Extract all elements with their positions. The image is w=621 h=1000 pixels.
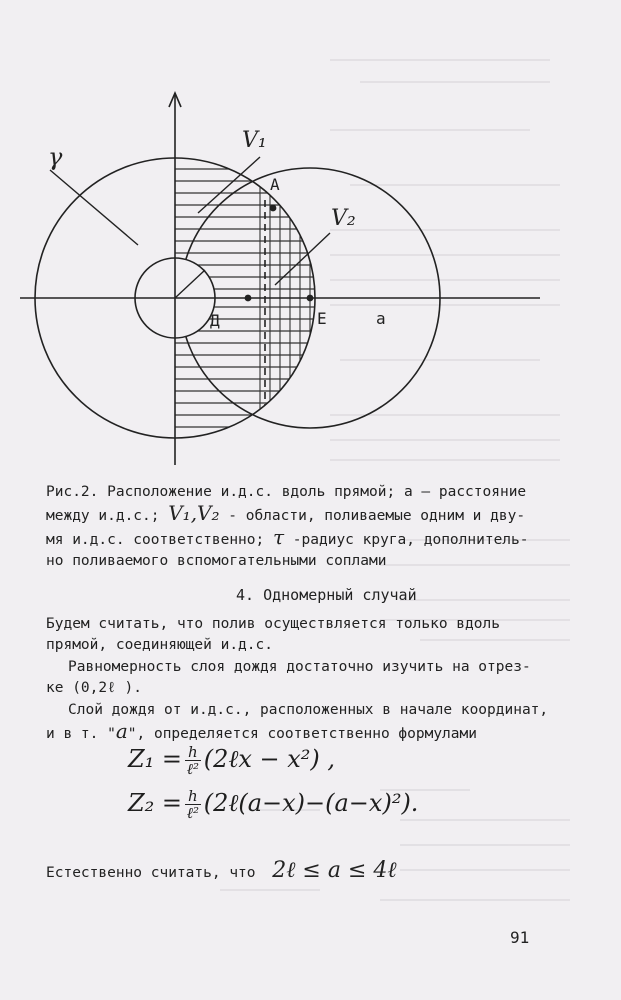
formula-z2 [128,788,418,821]
figure-caption [46,482,586,572]
formula-z1-denominator: ℓ² [186,760,200,778]
paragraph-3-a-symbol: a [115,719,128,743]
paragraph-1-line-1: Будем считать, что полив осуществляется только вдоль [46,616,500,632]
caption-line-2 [46,503,586,527]
caption-line-1-post: a – расстояние [403,484,527,500]
caption-tau-symbol: τ [272,525,285,549]
formula-z2-rhs: (2ℓ(a−x)−(a−x)²). [203,789,419,817]
figure-svg [20,85,540,480]
formula-z1-lhs: Z₁ = [128,745,183,773]
point-d-marker [245,295,252,302]
paragraph-2-line-1: Равномерность слоя дождя достаточно изучить на отрез- [68,659,531,675]
page-number: 91 [510,928,530,947]
caption-line-1-pre: Рис.2. Расположение и.д.с. вдоль прямой; [46,484,396,500]
label-point-e: E [317,309,327,328]
caption-line-1 [46,482,586,503]
paragraph-4-pre: Естественно считать, что [46,865,256,881]
paragraph-1 [46,614,586,656]
gamma-leader [50,170,138,245]
label-point-a: A [270,175,280,194]
section-title: 4. Одномерный случай [236,586,417,604]
label-v1: V₁ [242,128,267,153]
formula-z1 [128,744,335,777]
label-point-d: Д [210,311,220,330]
formula-z1-numerator: h [185,744,201,761]
caption-line-2-pre: между и.д.с.; [46,508,160,524]
caption-line-3-pre: мя и.д.с. соответственно; [46,532,265,548]
formula-z1-fraction [185,744,201,777]
caption-line-3 [46,527,586,551]
paragraph-2-line-2: ке (0,2ℓ ). [46,680,142,696]
paragraph-3 [46,700,586,745]
caption-line-3-post: -радиус круга, дополнитель- [292,532,529,548]
formula-z2-fraction [185,788,201,821]
formula-z1-rhs: (2ℓx − x²) , [203,745,336,773]
figure-diagram [20,85,540,480]
paragraph-4-inequality: 2ℓ ≤ a ≤ 4ℓ [272,858,397,883]
paragraph-4-line [46,860,586,884]
caption-line-2-post: - области, поливаемые одним и дву- [228,508,526,524]
caption-v-symbols: V₁,V₂ [168,501,220,525]
paragraph-4 [46,860,586,884]
formula-z2-lhs: Z₂ = [128,789,183,817]
caption-line-4: но поливаемого вспомогательными соплами [46,553,387,569]
paragraph-3-line-2-post: ", определяется соответственно формулами [127,726,477,742]
paragraph-3-line-2-pre: и в т. " [46,726,116,742]
label-gamma: γ [48,143,63,171]
formula-z2-denominator: ℓ² [186,804,200,822]
label-v2: V₂ [331,206,356,231]
paragraph-3-line-2 [46,721,586,745]
formula-z2-numerator: h [185,788,201,805]
paragraph-3-line-1: Слой дождя от и.д.с., расположенных в начале координат, [68,702,549,718]
label-distance-a: a [376,309,386,328]
paragraph-2 [46,657,586,699]
paragraph-1-line-2: прямой, соединяющей и.д.с. [46,637,273,653]
point-e-marker [307,295,314,302]
point-a-marker [270,205,277,212]
